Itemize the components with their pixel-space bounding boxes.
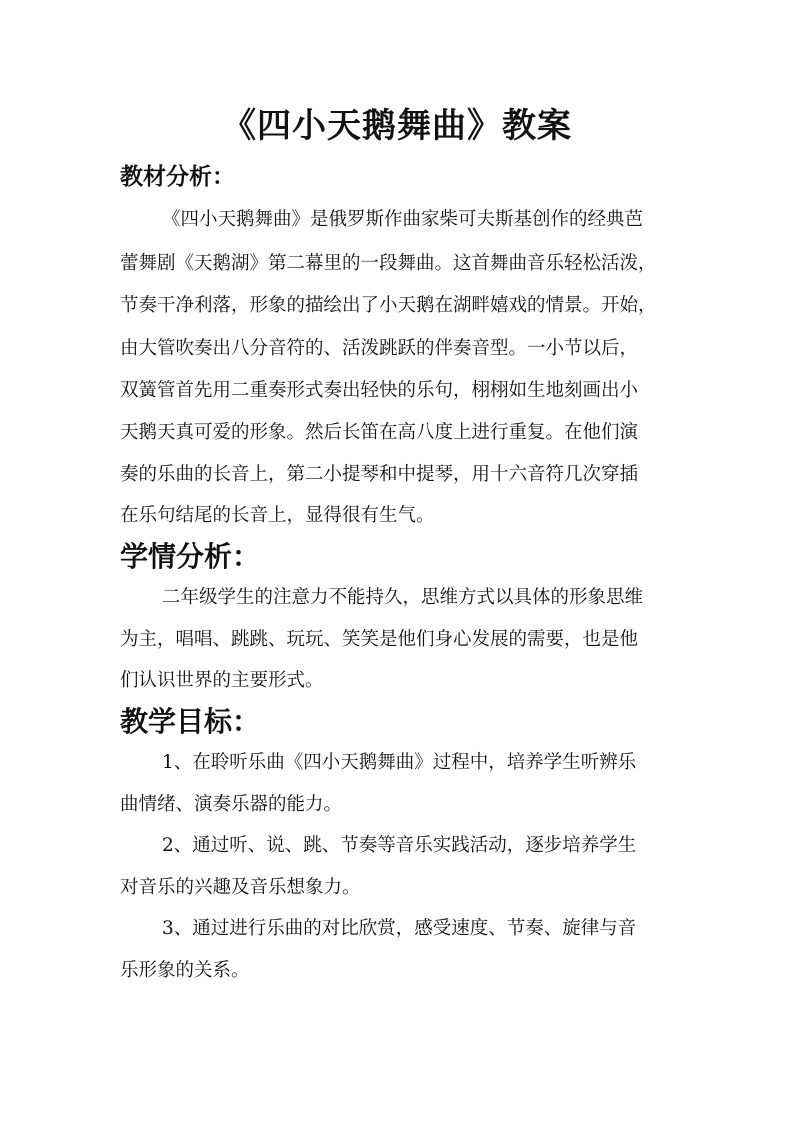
- paragraph-line: 双簧管首先用二重奏形式奏出轻快的乐句，栩栩如生地刻画出小: [120, 380, 639, 401]
- goal-item-2-line: 对音乐的兴趣及音乐想象力。: [120, 877, 361, 898]
- document-title: 《四小天鹅舞曲》教案: [222, 106, 572, 146]
- section-heading-teaching-goals: 教学目标：: [120, 705, 261, 738]
- paragraph-line: 蕾舞剧《天鹅湖》第二幕里的一段舞曲。这首舞曲音乐轻松活泼，: [120, 253, 657, 274]
- goal-item-3-line: 乐形象的关系。: [120, 960, 250, 981]
- section-heading-student-analysis: 学情分析：: [120, 540, 261, 573]
- paragraph-line: 天鹅天真可爱的形象。然后长笛在高八度上进行重复。在他们演: [120, 422, 639, 443]
- paragraph-line: 二年级学生的注意力不能持久，思维方式以具体的形象思维: [162, 587, 644, 608]
- paragraph-line: 为主，唱唱、跳跳、玩玩、笑笑是他们身心发展的需要，也是他: [120, 629, 639, 650]
- paragraph-line: 节奏干净利落，形象的描绘出了小天鹅在湖畔嬉戏的情景。开始，: [120, 295, 657, 316]
- paragraph-line: 《四小天鹅舞曲》是俄罗斯作曲家柴可夫斯基创作的经典芭: [162, 209, 644, 230]
- section-heading-material-analysis: 教材分析：: [120, 163, 235, 190]
- goal-item-1-line: 1、在聆听乐曲《四小天鹅舞曲》过程中，培养学生听辨乐: [162, 752, 637, 773]
- paragraph-line: 由大管吹奏出八分音符的、活泼跳跃的伴奏音型。一小节以后，: [120, 338, 639, 359]
- paragraph-line: 奏的乐曲的长音上，第二小提琴和中提琴，用十六音符几次穿插: [120, 464, 639, 485]
- goal-item-1-line: 曲情绪、演奏乐器的能力。: [120, 794, 343, 815]
- paragraph-line: 在乐句结尾的长音上，显得很有生气。: [120, 505, 435, 526]
- goal-item-3-line: 3、通过进行乐曲的对比欣赏，感受速度、节奏、旋律与音: [162, 918, 637, 939]
- goal-item-2-line: 2、通过听、说、跳、节奏等音乐实践活动，逐步培养学生: [162, 835, 637, 856]
- paragraph-line: 们认识世界的主要形式。: [120, 670, 324, 691]
